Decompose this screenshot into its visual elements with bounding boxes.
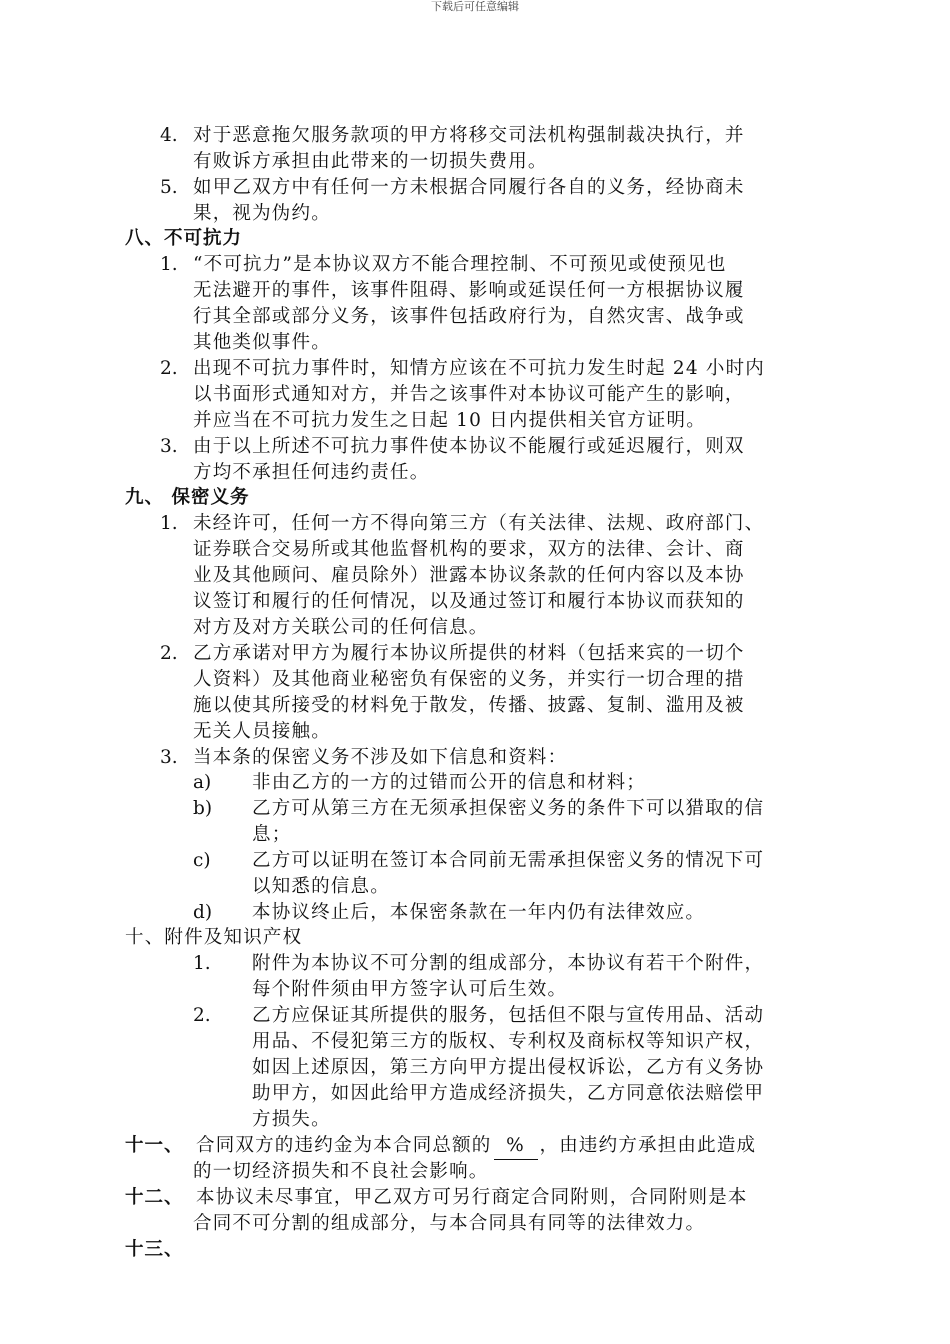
item-text-line: 无法避开的事件，该事件阻碍、影响或延误任何一方根据协议履 xyxy=(193,280,745,301)
item-text-line: 果，视为伪约。 xyxy=(193,203,331,224)
section-heading: 十、附件及知识产权 xyxy=(125,927,303,948)
section-number: 十二、 xyxy=(125,1187,184,1208)
section-heading: 八、不可抗力 xyxy=(125,228,243,249)
item-text-line: 助甲方，如因此给甲方造成经济损失，乙方同意依法赔偿甲 xyxy=(252,1083,765,1104)
item-text-line: 如甲乙双方中有任何一方未根据合同履行各自的义务，经协商未 xyxy=(193,177,745,198)
item-text-line: 方损失。 xyxy=(252,1109,331,1130)
item-text-line: 每个附件须由甲方签字认可后生效。 xyxy=(252,979,568,1000)
item-number: 1. xyxy=(160,513,178,534)
section-text-line: 合同不可分割的组成部分，与本合同具有同等的法律效力。 xyxy=(193,1213,706,1234)
subitem-text-line: 乙方可以证明在签订本合同前无需承担保密义务的情况下可 xyxy=(252,850,765,871)
section-text-line xyxy=(196,1133,756,1160)
penalty-text-after: ，由违约方承担由此造成 xyxy=(539,1135,757,1156)
subitem-text-line: 乙方可从第三方在无须承担保密义务的条件下可以猎取的信 xyxy=(252,798,765,819)
section-number: 十一、 xyxy=(125,1135,184,1156)
item-number: 5. xyxy=(160,177,178,198)
item-text-line: 以书面形式通知对方，并告之该事件对本协议可能产生的影响， xyxy=(193,384,745,405)
item-text-line: 行其全部或部分义务，该事件包括政府行为，自然灾害、战争或 xyxy=(193,306,745,327)
item-number: 4. xyxy=(160,125,178,146)
subitem-letter: b) xyxy=(193,798,213,819)
item-text-line: 无关人员接触。 xyxy=(193,721,331,742)
subitem-text-line: 息； xyxy=(252,824,292,845)
item-text-line: 附件为本协议不可分割的组成部分，本协议有若干个附件， xyxy=(252,953,765,974)
item-text-line: 乙方承诺对甲方为履行本协议所提供的材料（包括来宾的一切个 xyxy=(193,643,745,664)
subitem-text-line: 本协议终止后，本保密条款在一年内仍有法律效应。 xyxy=(252,902,706,923)
item-text-line: 如因上述原因，第三方向甲方提出侵权诉讼，乙方有义务协 xyxy=(252,1057,765,1078)
item-text-line: 方均不承担任何违约责任。 xyxy=(193,462,430,483)
item-text-line: 业及其他顾问、雇员除外）泄露本协议条款的任何内容以及本协 xyxy=(193,565,745,586)
item-text-line: 由于以上所述不可抗力事件使本协议不能履行或延迟履行，则双 xyxy=(193,436,745,457)
item-text-line: 出现不可抗力事件时，知情方应该在不可抗力发生时起 24 小时内 xyxy=(193,358,766,379)
subitem-letter: c) xyxy=(193,850,211,871)
item-text-line: 用品、不侵犯第三方的版权、专利权及商标权等知识产权， xyxy=(252,1031,765,1052)
item-number: 3. xyxy=(160,436,178,457)
item-text-line: 当本条的保密义务不涉及如下信息和资料： xyxy=(193,747,568,768)
subitem-text-line: 以知悉的信息。 xyxy=(252,876,390,897)
item-text-line: 对方及对方关联公司的任何信息。 xyxy=(193,617,489,638)
item-text-line: 其他类似事件。 xyxy=(193,332,331,353)
section-text-line: 本协议未尽事宜，甲乙双方可另行商定合同附则，合同附则是本 xyxy=(196,1187,748,1208)
item-text-line: 对于恶意拖欠服务款项的甲方将移交司法机构强制裁决执行，并 xyxy=(193,125,745,146)
item-number: 2. xyxy=(160,643,178,664)
item-text-line: 人资料）及其他商业秘密负有保密的义务，并实行一切合理的措 xyxy=(193,669,745,690)
item-text-line: 并应当在不可抗力发生之日起 10 日内提供相关官方证明。 xyxy=(193,410,706,431)
item-text-line: 证券联合交易所或其他监督机构的要求，双方的法律、会计、商 xyxy=(193,539,745,560)
penalty-text-before: 合同双方的违约金为本合同总额的 xyxy=(196,1135,492,1156)
item-number: 3. xyxy=(160,747,178,768)
subitem-letter: d) xyxy=(193,902,213,923)
subitem-text-line: 非由乙方的一方的过错而公开的信息和材料； xyxy=(252,772,647,793)
section-heading: 九、 保密义务 xyxy=(125,487,250,508)
item-text-line: 施以使其所接受的材料免于散发，传播、披露、复制、滥用及被 xyxy=(193,695,745,716)
item-number: 1. xyxy=(193,953,211,974)
item-text-line: 议签订和履行的任何情况，以及通过签订和履行本协议而获知的 xyxy=(193,591,745,612)
subitem-letter: a) xyxy=(193,772,212,793)
item-text-line: 未经许可，任何一方不得向第三方（有关法律、法规、政府部门、 xyxy=(193,513,765,534)
item-text-line: 乙方应保证其所提供的服务，包括但不限与宣传用品、活动 xyxy=(252,1005,765,1026)
item-text-line: “不可抗力”是本协议双方不能合理控制、不可预见或使预见也 xyxy=(193,254,727,275)
item-number: 2. xyxy=(193,1005,211,1026)
page-header-note: 下载后可任意编辑 xyxy=(431,0,519,13)
item-number: 2. xyxy=(160,358,178,379)
section-number: 十三、 xyxy=(125,1239,184,1260)
item-number: 1. xyxy=(160,254,178,275)
item-text-line: 有败诉方承担由此带来的一切损失费用。 xyxy=(193,151,548,172)
section-text-line: 的一切经济损失和不良社会影响。 xyxy=(193,1161,489,1182)
penalty-percent-blank: % xyxy=(494,1133,538,1160)
